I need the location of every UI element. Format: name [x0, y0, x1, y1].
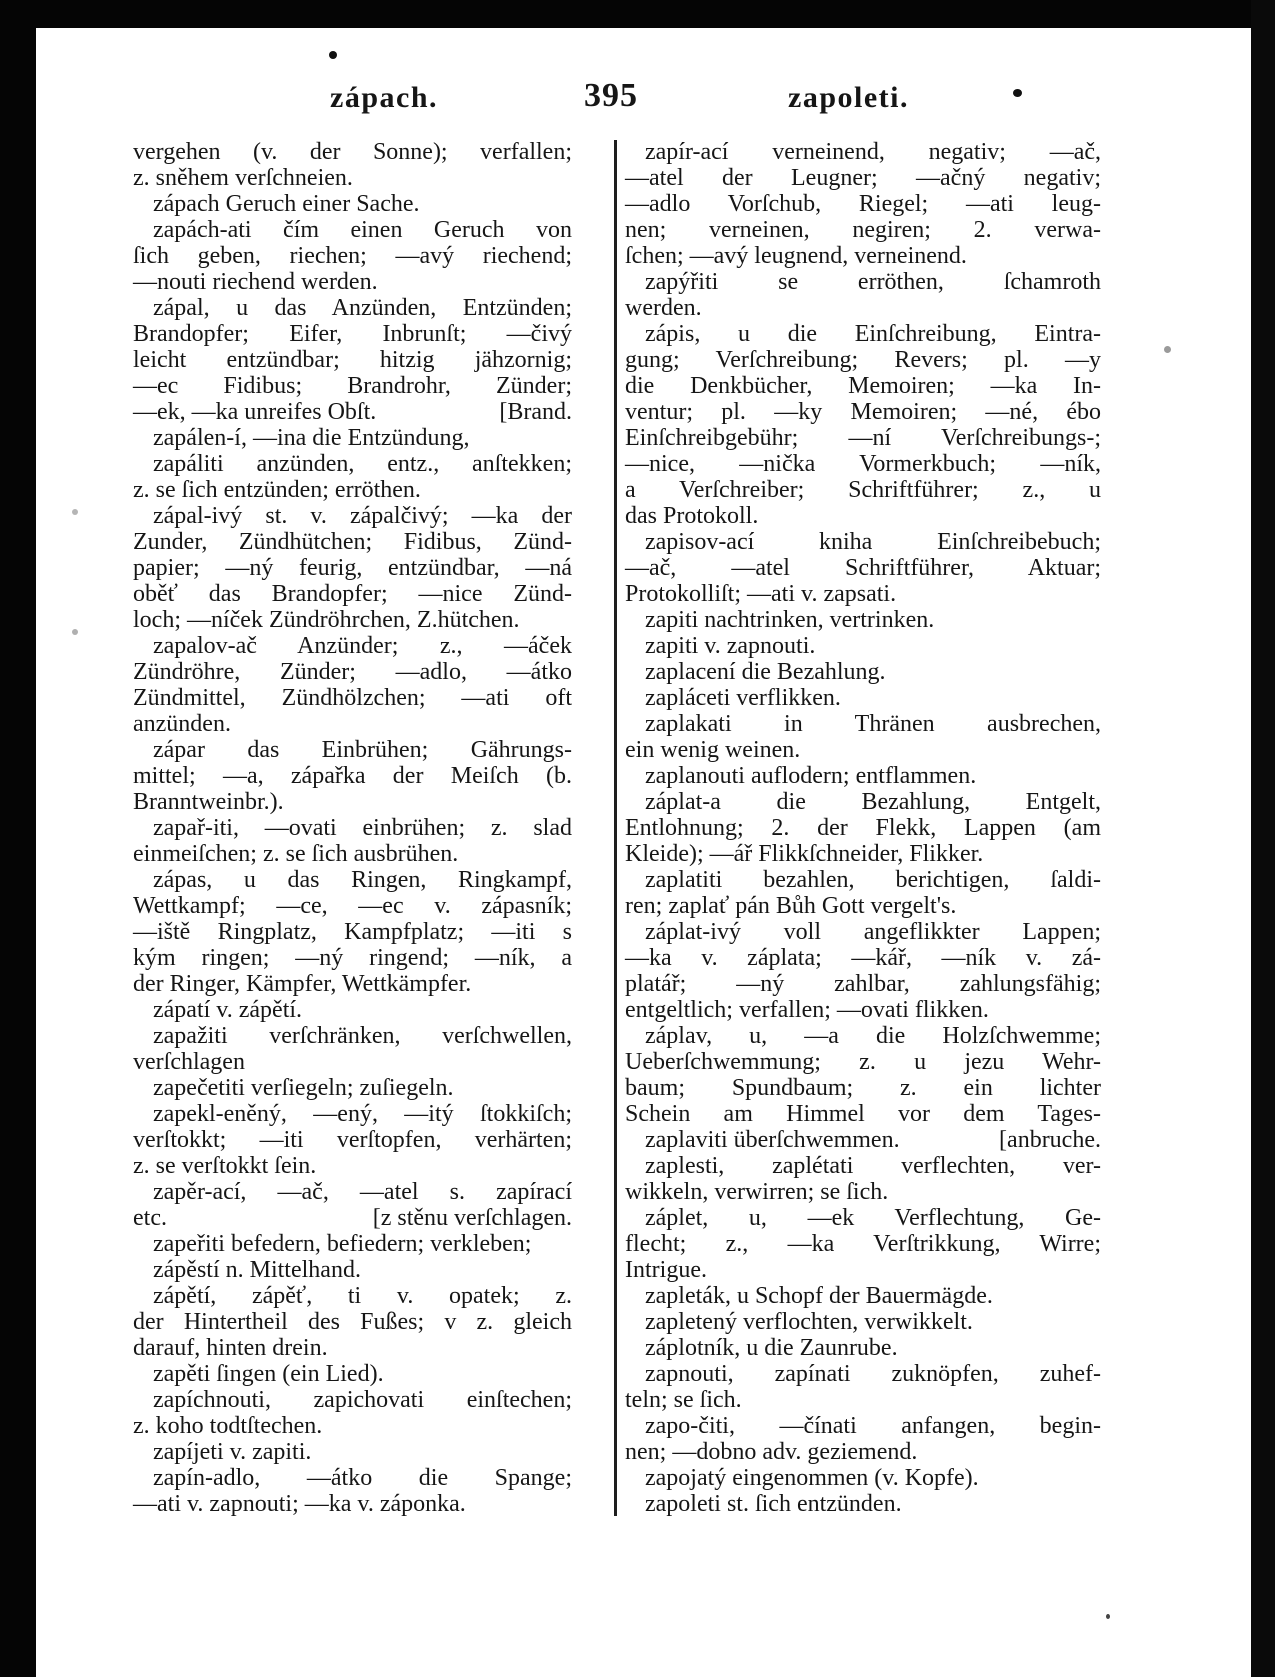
dictionary-line: zapisov-ací kniha Einſchreibebuch;: [645, 529, 1101, 555]
dictionary-line: [133, 1205, 572, 1231]
dictionary-line: Einſchreibgebühr; —ní Verſchreibungs-;: [625, 425, 1101, 451]
dictionary-line: flecht; z., —ka Verſtrikkung, Wirre;: [625, 1231, 1101, 1257]
dictionary-line: zapekl-eněný, —ený, —itý ſtokkiſch;: [153, 1101, 572, 1127]
dictionary-line: Entlohnung; 2. der Flekk, Lappen (am: [625, 815, 1101, 841]
dictionary-line: einmeiſchen; z. se ſich ausbrühen.: [133, 841, 459, 867]
dictionary-line: zaplacení die Bezahlung.: [645, 659, 886, 685]
dictionary-line: zapeřiti befedern, befiedern; verkleben;: [153, 1231, 532, 1257]
dictionary-line: oběť das Brandopfer; —nice Zünd-: [133, 581, 572, 607]
dictionary-line: zapo-čiti, —čínati anfangen, begin-: [645, 1413, 1101, 1439]
dictionary-line: Schein am Himmel vor dem Tages-: [625, 1101, 1101, 1127]
dictionary-line: papier; —ný feurig, entzündbar, —ná: [133, 555, 572, 581]
scan-border-right: [1251, 0, 1275, 1677]
dictionary-line: baum; Spundbaum; z. ein lichter: [625, 1075, 1101, 1101]
dictionary-line: záplat-ivý voll angeflikkter Lappen;: [645, 919, 1101, 945]
page-number: 395: [584, 77, 638, 114]
dictionary-line: záplat-a die Bezahlung, Entgelt,: [645, 789, 1101, 815]
line-text: —ek, —ka unreifes Obſt.: [133, 399, 377, 425]
dictionary-line: zapálen-í, —ina die Entzündung,: [153, 425, 470, 451]
dictionary-line: —ač, —atel Schriftführer, Aktuar;: [625, 555, 1101, 581]
dictionary-line: verſtokkt; —iti verſtopfen, verhärten;: [133, 1127, 572, 1153]
dictionary-line: entgeltlich; verfallen; —ovati flikken.: [625, 997, 989, 1023]
dictionary-line: [133, 399, 572, 425]
dictionary-line: zapáliti anzünden, entz., anſtekken;: [153, 451, 572, 477]
line-text: etc.: [133, 1205, 167, 1231]
dictionary-line: z. koho todtſtechen.: [133, 1413, 323, 1439]
dictionary-line: z. sněhem verſchneien.: [133, 165, 353, 191]
dictionary-line: zapýřiti se erröthen, ſchamroth: [645, 269, 1101, 295]
dictionary-line: der Ringer, Kämpfer, Wettkämpfer.: [133, 971, 472, 997]
dictionary-line: záplotník, u die Zaunrube.: [645, 1335, 898, 1361]
line-text: zaplaviti überſchwemmen.: [645, 1127, 900, 1153]
dictionary-line: —adlo Vorſchub, Riegel; —ati leug-: [625, 191, 1101, 217]
scan-speck: [1013, 89, 1022, 97]
dictionary-line: zapíjeti v. zapiti.: [153, 1439, 312, 1465]
dictionary-line: ventur; pl. —ky Memoiren; —né, ébo: [625, 399, 1101, 425]
dictionary-line: zápětí, zápěť, ti v. opatek; z.: [153, 1283, 572, 1309]
scan-border-left: [0, 0, 36, 1677]
dictionary-line: anzünden.: [133, 711, 231, 737]
dictionary-line: zapíchnouti, zapichovati einſtechen;: [153, 1387, 572, 1413]
dictionary-line: zapoleti st. ſich entzünden.: [645, 1491, 902, 1517]
dictionary-line: verſchlagen: [133, 1049, 245, 1075]
dictionary-line: záplav, u, —a die Holzſchwemme;: [645, 1023, 1101, 1049]
dictionary-line: zapalov-ač Anzünder; z., —áček: [153, 633, 572, 659]
scan-border-top: [0, 0, 1275, 28]
dictionary-line: Zündmittel, Zündhölzchen; —ati oft: [133, 685, 572, 711]
dictionary-line: Ueberſchwemmung; z. u jezu Wehr-: [625, 1049, 1101, 1075]
scan-speck: [1106, 1614, 1110, 1619]
dictionary-line: zápal, u das Anzünden, Entzünden;: [153, 295, 572, 321]
dictionary-line: leicht entzündbar; hitzig jähzornig;: [133, 347, 572, 373]
dictionary-line: mittel; —a, zápařka der Meiſch (b.: [133, 763, 572, 789]
dictionary-line: zapír-ací verneinend, negativ; —ač,: [645, 139, 1101, 165]
dictionary-line: zápatí v. zápětí.: [153, 997, 303, 1023]
dictionary-line: Intrigue.: [625, 1257, 707, 1283]
dictionary-line: zapečetiti verſiegeln; zuſiegeln.: [153, 1075, 454, 1101]
dictionary-line: zapleták, u Schopf der Bauermägde.: [645, 1283, 993, 1309]
dictionary-line: a Verſchreiber; Schriftführer; z., u: [625, 477, 1101, 503]
dictionary-line: zápal-ivý st. v. zápalčivý; —ka der: [153, 503, 572, 529]
dictionary-line: ein wenig weinen.: [625, 737, 801, 763]
dictionary-line: vergehen (v. der Sonne); verfallen;: [133, 139, 572, 165]
dictionary-line: ſich geben, riechen; —avý riechend;: [133, 243, 572, 269]
dictionary-line: z. se ſich entzünden; erröthen.: [133, 477, 421, 503]
right-guide-word: zapoleti.: [788, 81, 909, 114]
dictionary-line: Zündröhre, Zünder; —adlo, —átko: [133, 659, 572, 685]
dictionary-line: Protokolliſt; —ati v. zapsati.: [625, 581, 897, 607]
dictionary-line: —ka v. záplata; —kář, —ník v. zá-: [625, 945, 1101, 971]
dictionary-line: zápach Geruch einer Sache.: [153, 191, 420, 217]
dictionary-line: loch; —níček Zündröhrchen, Z.hütchen.: [133, 607, 520, 633]
bracketed-continuation: [Brand.: [499, 399, 572, 425]
dictionary-line: teln; se ſich.: [625, 1387, 742, 1413]
dictionary-line: —atel der Leugner; —ačný negativ;: [625, 165, 1101, 191]
dictionary-line: zaplakati in Thränen ausbrechen,: [645, 711, 1101, 737]
bracketed-continuation: [anbruche.: [999, 1127, 1101, 1153]
dictionary-line: zapař-iti, —ovati einbrühen; z. slad: [153, 815, 572, 841]
dictionary-line: zápas, u das Ringen, Ringkampf,: [153, 867, 572, 893]
dictionary-line: werden.: [625, 295, 702, 321]
dictionary-line: Brandopfer; Eifer, Inbrunſt; —čivý: [133, 321, 572, 347]
dictionary-line: Wettkampf; —ce, —ec v. zápasník;: [133, 893, 572, 919]
dictionary-line: der Hintertheil des Fußes; v z. gleich: [133, 1309, 572, 1335]
dictionary-line: zápis, u die Einſchreibung, Eintra-: [645, 321, 1101, 347]
dictionary-line: Branntweinbr.).: [133, 789, 284, 815]
dictionary-line: das Protokoll.: [625, 503, 759, 529]
dictionary-line: zaplesti, zaplétati verflechten, ver-: [645, 1153, 1101, 1179]
dictionary-line: —nouti riechend werden.: [133, 269, 378, 295]
dictionary-line: zapiti nachtrinken, vertrinken.: [645, 607, 935, 633]
dictionary-line: wikkeln, verwirren; se ſich.: [625, 1179, 889, 1205]
dictionary-line: zapách-ati čím einen Geruch von: [153, 217, 572, 243]
scan-speck: [72, 509, 78, 515]
dictionary-line: darauf, hinten drein.: [133, 1335, 328, 1361]
scan-speck: [72, 629, 78, 635]
dictionary-line: zápar das Einbrühen; Gährungs-: [153, 737, 572, 763]
dictionary-line: [625, 1127, 1101, 1153]
dictionary-line: —ati v. zapnouti; —ka v. záponka.: [133, 1491, 466, 1517]
dictionary-line: zapiti v. zapnouti.: [645, 633, 816, 659]
scan-speck: [1164, 346, 1171, 353]
dictionary-line: zapažiti verſchränken, verſchwellen,: [153, 1023, 572, 1049]
dictionary-line: zapěr-ací, —ač, —atel s. zapírací: [153, 1179, 572, 1205]
dictionary-line: ſchen; —avý leugnend, verneinend.: [625, 243, 967, 269]
dictionary-line: nen; verneinen, negiren; 2. verwa-: [625, 217, 1101, 243]
dictionary-line: Zunder, Zündhütchen; Fidibus, Zünd-: [133, 529, 572, 555]
dictionary-line: ren; zaplať pán Bůh Gott vergelt's.: [625, 893, 957, 919]
dictionary-line: zapojatý eingenommen (v. Kopfe).: [645, 1465, 979, 1491]
dictionary-line: —nice, —nička Vormerkbuch; —ník,: [625, 451, 1101, 477]
dictionary-line: zapín-adlo, —átko die Spange;: [153, 1465, 572, 1491]
left-column: [133, 139, 572, 1517]
dictionary-line: platář; —ný zahlbar, zahlungsfähig;: [625, 971, 1101, 997]
dictionary-line: záplet, u, —ek Verflechtung, Ge-: [645, 1205, 1101, 1231]
dictionary-line: —iště Ringplatz, Kampfplatz; —iti s: [133, 919, 572, 945]
dictionary-line: —ec Fidibus; Brandrohr, Zünder;: [133, 373, 572, 399]
dictionary-line: zápěstí n. Mittelhand.: [153, 1257, 361, 1283]
dictionary-line: zapletený verflochten, verwikkelt.: [645, 1309, 973, 1335]
dictionary-line: zapláceti verflikken.: [645, 685, 841, 711]
dictionary-line: zapěti ſingen (ein Lied).: [153, 1361, 384, 1387]
dictionary-line: Kleide); —ář Flikkſchneider, Flikker.: [625, 841, 984, 867]
dictionary-line: zaplanouti auflodern; entflammen.: [645, 763, 977, 789]
right-column: [625, 139, 1101, 1517]
dictionary-line: zaplatiti bezahlen, berichtigen, ſaldi-: [645, 867, 1101, 893]
bracketed-continuation: [z stěnu verſchlagen.: [372, 1205, 572, 1231]
left-guide-word: zápach.: [330, 81, 438, 114]
dictionary-line: kým ringen; —ný ringend; —ník, a: [133, 945, 572, 971]
scan-speck: [329, 51, 337, 59]
column-divider: [614, 140, 617, 1516]
dictionary-line: die Denkbücher, Memoiren; —ka In-: [625, 373, 1101, 399]
dictionary-line: nen; —dobno adv. geziemend.: [625, 1439, 918, 1465]
dictionary-line: z. se verſtokkt ſein.: [133, 1153, 317, 1179]
dictionary-line: gung; Verſchreibung; Revers; pl. —y: [625, 347, 1101, 373]
dictionary-line: zapnouti, zapínati zuknöpfen, zuhef-: [645, 1361, 1101, 1387]
